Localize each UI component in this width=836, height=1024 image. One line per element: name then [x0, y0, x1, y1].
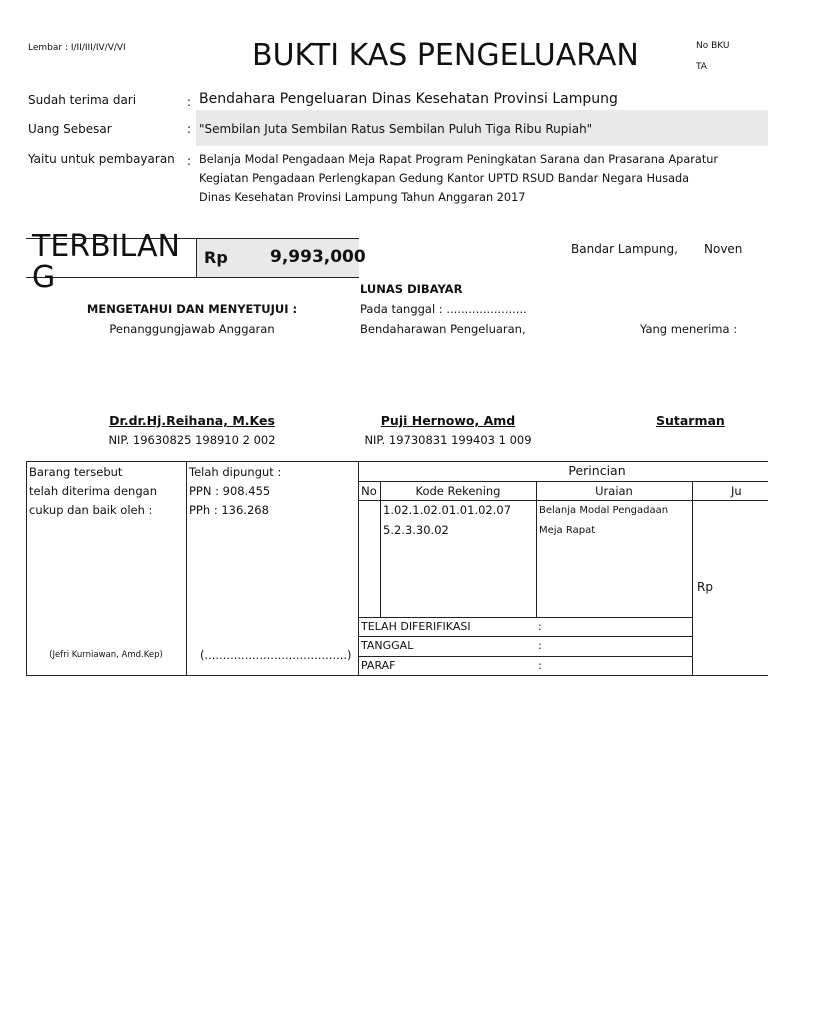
signer2-name: Puji Hernowo, Amd	[380, 413, 516, 428]
month-label: Noven	[704, 242, 743, 256]
tanggal-label: TANGGAL	[361, 639, 414, 652]
penanggung-label: Penanggungjawab Anggaran	[109, 322, 275, 336]
paraf-colon: :	[538, 659, 542, 672]
barang-line2: telah diterima dengan	[29, 484, 157, 498]
kode-rekening-1: 1.02.1.02.01.01.02.07	[383, 503, 512, 517]
place-label: Bandar Lampung,	[571, 242, 678, 256]
yaitu-line3: Dinas Kesehatan Provinsi Lampung Tahun Anggaran 2017	[199, 191, 526, 204]
perincian-title: Perincian	[568, 463, 626, 478]
terima-label: Sudah terima dari	[28, 93, 137, 107]
yaitu-line2: Kegiatan Pengadaan Perlengkapan Gedung Kantor UPTD RSUD Bandar Negara Husada	[199, 172, 690, 185]
jumlah-rp: Rp	[697, 580, 713, 594]
diferifikasi-colon: :	[538, 620, 542, 633]
signer1-name: Dr.dr.Hj.Reihana, M.Kes	[109, 413, 275, 428]
col-header-uraian: Uraian	[595, 484, 633, 498]
barang-line3: cukup dan baik oleh :	[29, 503, 153, 517]
col-kode-divider	[536, 481, 537, 617]
uraian-line1: Belanja Modal Pengadaan	[539, 505, 669, 516]
uang-colon: :	[187, 122, 192, 136]
uang-label: Uang Sebesar	[28, 122, 112, 136]
table-left-border	[26, 461, 27, 676]
diferifikasi-label: TELAH DIFERIFIKASI	[361, 620, 471, 633]
sign-dots: (.......................................)	[200, 648, 352, 662]
no-bku-label: No BKU	[696, 41, 730, 51]
terbilang-box	[26, 229, 195, 295]
uang-value: "Sembilan Juta Sembilan Ratus Sembilan Puluh Tiga Ribu Rupiah"	[199, 122, 593, 136]
page-title: BUKTI KAS PENGELUARAN	[252, 38, 639, 73]
perincian-rule	[358, 481, 768, 482]
col-no-divider	[380, 481, 381, 617]
pph-value: PPh : 136.268	[189, 503, 269, 517]
lembar-label: Lembar : I/II/III/IV/V/VI	[28, 43, 126, 53]
yaitu-line1: Belanja Modal Pengadaan Meja Rapat Program Peningkatan Sarana dan Prasarana Aparatur	[199, 153, 719, 166]
signer2-nip: NIP. 19730831 199403 1 009	[364, 433, 532, 447]
ta-label: TA	[696, 62, 707, 72]
lunas-label: LUNAS DIBAYAR	[360, 282, 463, 296]
table-divider-1	[186, 461, 187, 676]
table-top-rule	[26, 461, 768, 462]
verif-rule-3	[358, 656, 692, 657]
tanggal-colon: :	[538, 639, 542, 652]
col-uraian-divider	[692, 481, 693, 676]
signer3-name: Sutarman	[656, 413, 725, 428]
col-header-no: No	[361, 484, 377, 498]
telah-dipungut: Telah dipungut :	[189, 465, 282, 479]
col-header-jumlah: Ju	[731, 484, 742, 498]
penerima-name: (Jefri Kurniawan, Amd.Kep)	[49, 650, 163, 660]
table-bottom-rule	[26, 675, 768, 676]
barang-line1: Barang tersebut	[29, 465, 123, 479]
verif-rule-2	[358, 636, 692, 637]
ppn-value: PPN : 908.455	[189, 484, 271, 498]
amount-value: 9,993,000	[270, 247, 366, 267]
yaitu-colon: :	[187, 154, 192, 168]
mengetahui-label: MENGETAHUI DAN MENYETUJUI :	[86, 302, 298, 316]
pada-tanggal: Pada tanggal : ......................	[360, 302, 527, 316]
paraf-label: PARAF	[361, 659, 396, 672]
yang-menerima-label: Yang menerima :	[640, 322, 738, 336]
amount-divider	[196, 238, 197, 278]
yaitu-label: Yaitu untuk pembayaran	[28, 152, 175, 166]
verif-rule-1	[358, 617, 692, 618]
signer1-nip: NIP. 19630825 198910 2 002	[108, 433, 276, 447]
header-rule	[358, 500, 768, 501]
kode-rekening-2: 5.2.3.30.02	[383, 523, 449, 537]
bendaharawan-label: Bendaharawan Pengeluaran,	[360, 322, 526, 336]
col-header-kode: Kode Rekening	[415, 484, 501, 498]
terima-value: Bendahara Pengeluaran Dinas Kesehatan Provinsi Lampung	[199, 91, 618, 107]
amount-rp: Rp	[204, 248, 228, 267]
terima-colon: :	[187, 95, 192, 109]
uraian-line2: Meja Rapat	[539, 525, 596, 536]
terbilang-text: TERBILANG	[32, 229, 180, 295]
